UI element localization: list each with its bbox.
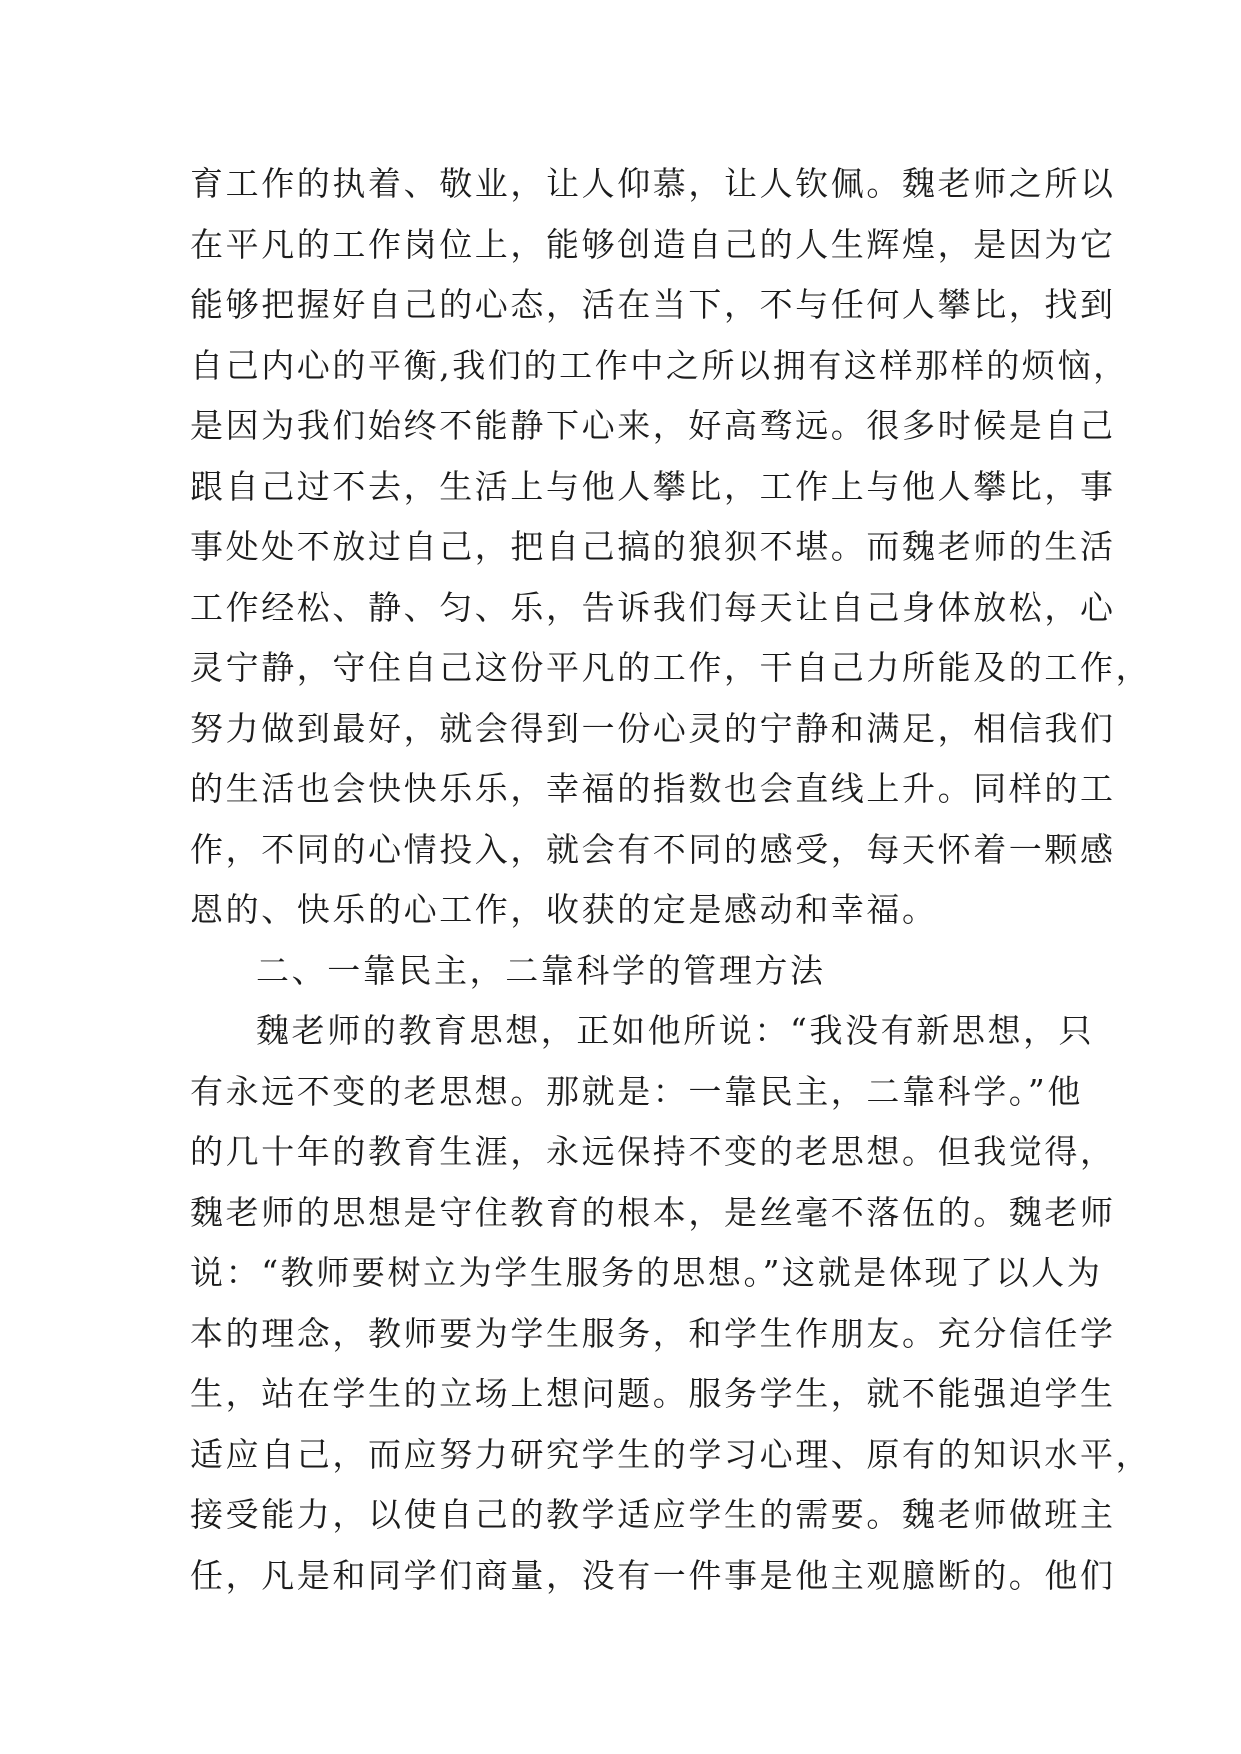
text-line: 自己内心的平衡,我们的工作中之所以拥有这样那样的烦恼， bbox=[190, 345, 1129, 385]
text-line: 育工作的执着、敬业，让人仰慕，让人钦佩。魏老师之所以 bbox=[190, 164, 1116, 203]
text-line: 能够把握好自己的心态，活在当下，不与任何人攀比，找到 bbox=[190, 285, 1116, 324]
text-line: 说：“教师要树立为学生服务的思想。”这就是体现了以人为 bbox=[190, 1253, 1103, 1292]
text-line: 事处处不放过自己，把自己搞的狼狈不堪。而魏老师的生活 bbox=[190, 527, 1116, 566]
text-line: 是因为我们始终不能静下心来，好高骛远。很多时候是自己 bbox=[190, 406, 1116, 445]
text-line: 接受能力，以使自己的教学适应学生的需要。魏老师做班主 bbox=[190, 1495, 1116, 1534]
text-line: 适应自己，而应努力研究学生的学习心理、原有的知识水平， bbox=[190, 1434, 1152, 1474]
text-line: 魏老师的思想是守住教育的根本，是丝毫不落伍的。魏老师 bbox=[190, 1192, 1116, 1232]
text-line: 工作经松、静、匀、乐，告诉我们每天让自己身体放松，心 bbox=[190, 587, 1116, 627]
text-line: 任，凡是和同学们商量，没有一件事是他主观臆断的。他们 bbox=[190, 1555, 1116, 1595]
section-heading: 二、一靠民主，二靠科学的管理方法 bbox=[256, 950, 826, 990]
text-line: 的生活也会快快乐乐，幸福的指数也会直线上升。同样的工 bbox=[190, 769, 1116, 808]
text-line: 本的理念，教师要为学生服务，和学生作朋友。充分信任学 bbox=[190, 1313, 1116, 1353]
text-line: 灵宁静，守住自己这份平凡的工作，干自己力所能及的工作， bbox=[190, 648, 1152, 687]
body-text bbox=[190, 154, 1152, 1606]
text-line: 作，不同的心情投入，就会有不同的感受，每天怀着一颗感 bbox=[190, 829, 1116, 869]
text-line: 跟自己过不去，生活上与他人攀比，工作上与他人攀比，事 bbox=[190, 466, 1116, 506]
text-line: 有永远不变的老思想。那就是：一靠民主，二靠科学。”他 bbox=[190, 1071, 1083, 1111]
text-line: 恩的、快乐的心工作，收获的定是感动和幸福。 bbox=[190, 890, 938, 929]
paragraph-first-line: 魏老师的教育思想，正如他所说：“我没有新思想，只 bbox=[256, 1011, 1095, 1050]
text-line: 努力做到最好，就会得到一份心灵的宁静和满足，相信我们 bbox=[190, 708, 1116, 748]
text-line: 生，站在学生的立场上想问题。服务学生，就不能强迫学生 bbox=[190, 1374, 1116, 1413]
text-line: 在平凡的工作岗位上，能够创造自己的人生辉煌，是因为它 bbox=[190, 224, 1116, 264]
text-line: 的几十年的教育生涯，永远保持不变的老思想。但我觉得， bbox=[190, 1132, 1116, 1171]
